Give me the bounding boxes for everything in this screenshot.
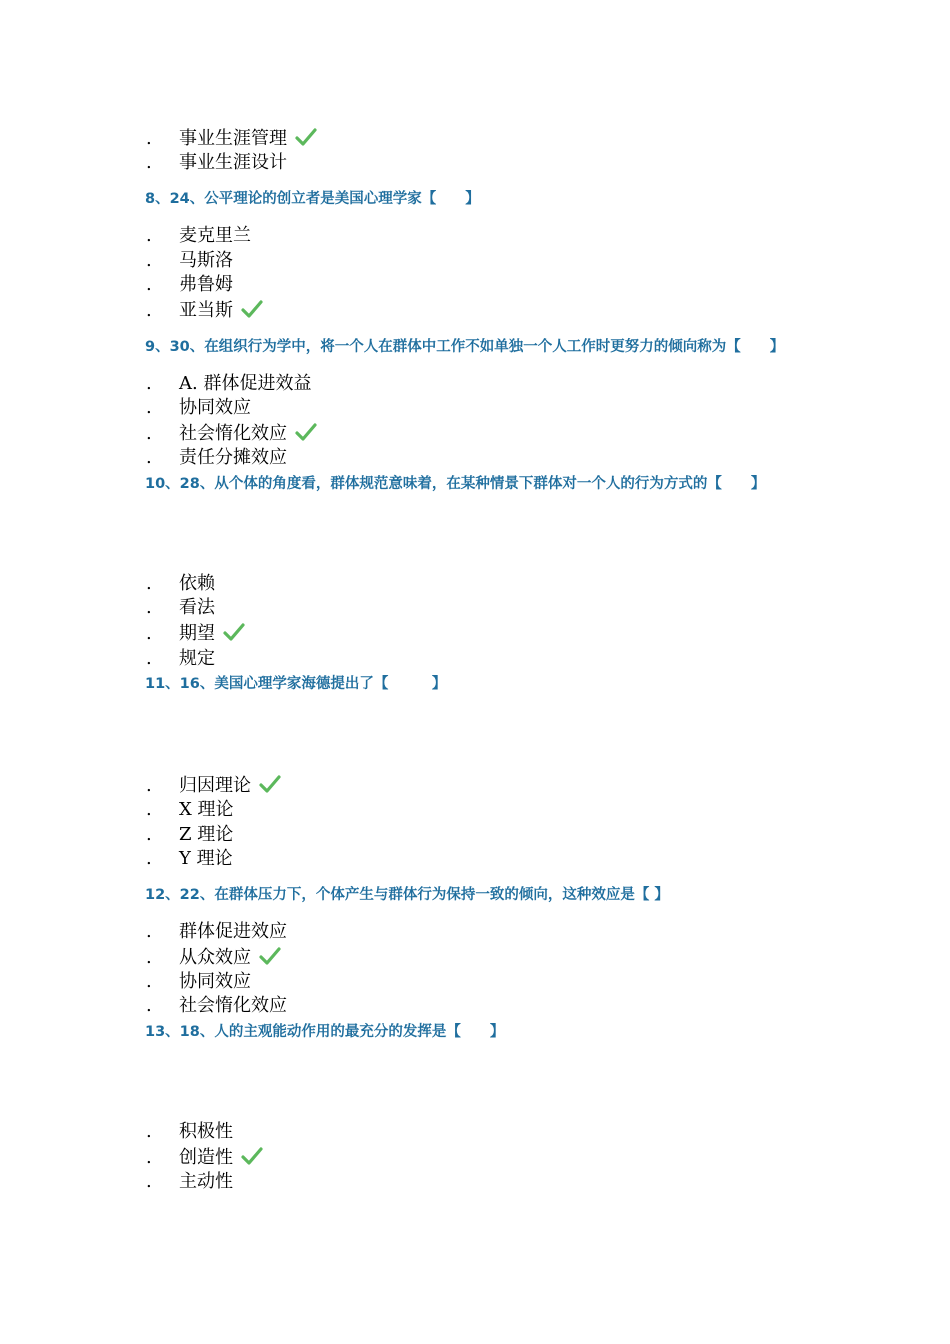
answer-option [0, 1170, 950, 1194]
option-label: 亚当斯 [179, 300, 233, 321]
answer-option [0, 422, 950, 446]
option-label: 协同效应 [179, 397, 251, 418]
option-text-wrap [179, 446, 287, 470]
question-heading [0, 188, 950, 210]
answer-option [0, 946, 950, 970]
option-bullet: . [146, 300, 152, 321]
option-label: 协同效应 [179, 971, 251, 992]
option-bullet: . [146, 971, 152, 992]
question-heading [0, 884, 950, 906]
option-label: 社会惰化效应 [179, 995, 287, 1016]
option-text-wrap [179, 224, 251, 248]
option-bullet: . [146, 397, 152, 418]
question-text: 9、30、在组织行为学中，将一个人在群体中工作不如单独一个人工作时更努力的倾向称为【 】 [145, 339, 785, 355]
option-label: 规定 [179, 648, 215, 669]
option-label: Z 理论 [179, 824, 234, 845]
option-bullet: . [146, 250, 152, 271]
option-text-wrap [179, 798, 234, 822]
question-text: 11、16、美国心理学家海德提出了【 】 [145, 676, 447, 692]
option-bullet: . [146, 995, 152, 1016]
option-label: 依赖 [179, 573, 215, 594]
option-bullet: . [146, 274, 152, 295]
option-bullet: . [146, 848, 152, 869]
question-heading [0, 336, 950, 358]
option-text-wrap [179, 946, 281, 970]
option-bullet: . [146, 373, 152, 394]
option-label: Y 理论 [179, 848, 233, 869]
answer-option [0, 774, 950, 798]
question-heading [0, 673, 950, 695]
option-bullet: . [146, 1121, 152, 1142]
checkmark-icon [295, 422, 317, 442]
option-text-wrap [179, 823, 233, 847]
answer-option [0, 647, 950, 671]
option-text-wrap [179, 572, 215, 596]
option-bullet: . [146, 423, 152, 444]
answer-option [0, 622, 950, 646]
answer-option [0, 446, 950, 470]
option-text-wrap [179, 622, 245, 646]
answer-option [0, 798, 950, 822]
question-text: 10、28、从个体的角度看，群体规范意味着，在某种情景下群体对一个人的行为方式的【 】 [145, 476, 766, 492]
option-bullet: . [146, 648, 152, 669]
option-text-wrap [179, 647, 215, 671]
question-text: 13、18、人的主观能动作用的最充分的发挥是【 】 [145, 1024, 505, 1040]
checkmark-icon [241, 299, 263, 319]
option-text-wrap [179, 920, 287, 944]
option-text-wrap [179, 1170, 233, 1194]
option-text-wrap [179, 127, 317, 151]
option-bullet: . [146, 947, 152, 968]
option-text-wrap [179, 1120, 233, 1144]
option-bullet: . [146, 447, 152, 468]
option-bullet: . [146, 824, 152, 845]
answer-option [0, 847, 950, 871]
option-bullet: . [146, 225, 152, 246]
option-text-wrap [179, 151, 287, 175]
checkmark-icon [241, 1146, 263, 1166]
answer-option [0, 372, 950, 396]
question-text: 12、22、在群体压力下，个体产生与群体行为保持一致的倾向，这种效应是【 】 [145, 887, 669, 903]
option-text-wrap [179, 994, 287, 1018]
option-bullet: . [146, 799, 152, 820]
option-bullet: . [146, 597, 152, 618]
option-bullet: . [146, 152, 152, 173]
option-bullet: . [146, 1147, 152, 1168]
answer-option [0, 127, 950, 151]
answer-option [0, 572, 950, 596]
answer-option [0, 1146, 950, 1170]
answer-option [0, 823, 950, 847]
answer-option [0, 596, 950, 620]
answer-option [0, 1120, 950, 1144]
option-label: 积极性 [179, 1121, 233, 1142]
answer-option [0, 920, 950, 944]
question-heading [0, 473, 950, 495]
option-label: 主动性 [179, 1171, 233, 1192]
answer-option [0, 396, 950, 420]
option-label: 创造性 [179, 1147, 233, 1168]
option-text-wrap [179, 847, 233, 871]
option-label: 事业生涯管理 [179, 128, 287, 149]
checkmark-icon [259, 774, 281, 794]
option-bullet: . [146, 573, 152, 594]
option-text-wrap [179, 596, 215, 620]
option-label: 弗鲁姆 [179, 274, 233, 295]
option-bullet: . [146, 1171, 152, 1192]
option-label: 事业生涯设计 [179, 152, 287, 173]
checkmark-icon [259, 946, 281, 966]
option-bullet: . [146, 623, 152, 644]
checkmark-icon [223, 622, 245, 642]
option-label: 麦克里兰 [179, 225, 251, 246]
option-label: 期望 [179, 623, 215, 644]
option-label: X 理论 [179, 799, 234, 820]
option-text-wrap [179, 273, 233, 297]
answer-option [0, 994, 950, 1018]
question-text: 8、24、公平理论的创立者是美国心理学家【 】 [145, 191, 480, 207]
option-bullet: . [146, 128, 152, 149]
option-text-wrap [179, 249, 233, 273]
question-heading [0, 1021, 950, 1043]
answer-option [0, 970, 950, 994]
option-label: 看法 [179, 597, 215, 618]
option-label: 马斯洛 [179, 250, 233, 271]
answer-option [0, 224, 950, 248]
option-bullet: . [146, 921, 152, 942]
option-label: 社会惰化效应 [179, 423, 287, 444]
option-label: 归因理论 [179, 775, 251, 796]
option-text-wrap [179, 774, 281, 798]
answer-option [0, 151, 950, 175]
option-text-wrap [179, 970, 251, 994]
option-bullet: . [146, 775, 152, 796]
answer-option [0, 299, 950, 323]
answer-option [0, 273, 950, 297]
answer-option [0, 249, 950, 273]
option-text-wrap [179, 299, 263, 323]
option-label: A. 群体促进效益 [179, 373, 312, 394]
option-text-wrap [179, 372, 311, 396]
option-label: 从众效应 [179, 947, 251, 968]
option-text-wrap [179, 1146, 263, 1170]
option-text-wrap [179, 422, 317, 446]
option-text-wrap [179, 396, 251, 420]
option-label: 责任分摊效应 [179, 447, 287, 468]
checkmark-icon [295, 127, 317, 147]
option-label: 群体促进效应 [179, 921, 287, 942]
